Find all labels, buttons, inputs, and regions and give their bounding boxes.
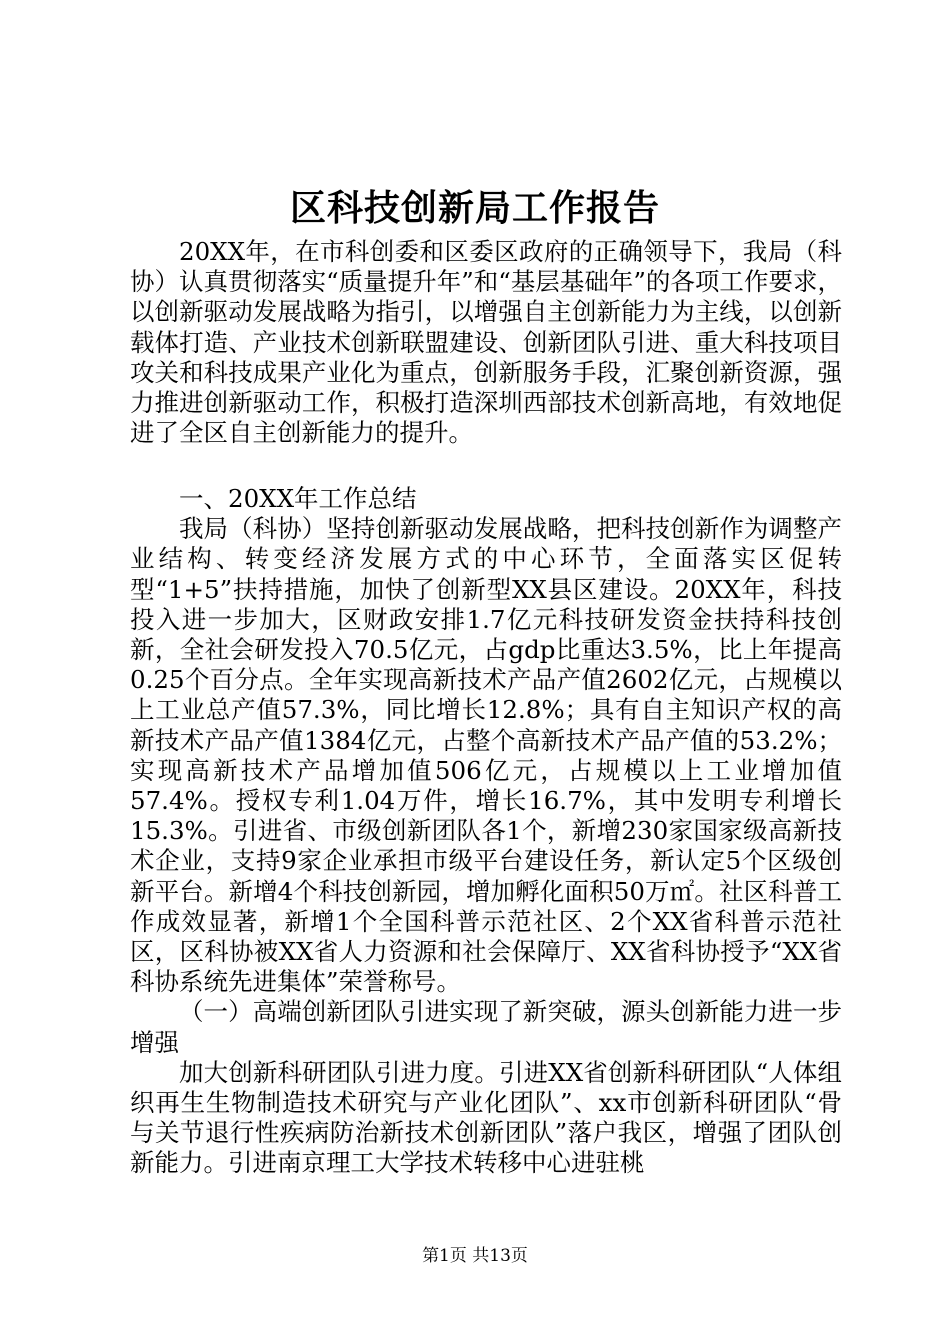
- page-footer: 第1页 共13页: [422, 1246, 528, 1266]
- section-paragraph: 我局（科协）坚持创新驱动发展战略，把科技创新作为调整产业结构、转变经济发展方式的中心环节，全面落实区促转型“1+5”扶持措施，加快了创新型XX县区建设。20XX年，科技投入进一步加大，区财政安排1.7亿元科技研发资金扶持科技创新，全社会研发投入70.5亿元，占gdp比重达3.5%，比上年提高0.25个百分点。全年实现高新技术产品产值2602亿元，占规模以上工业总产值57.3%，同比增长12.8%；具有自主知识产权的高新技术产品产值1384亿元，占整个高新技术产品产值的53.2%；实现高新技术产品增加值506亿元，占规模以上工业增加值57.4%。授权专利1.04万件，增长16.7%，其中发明专利增长15.3%。引进省、市级创新团队各1个，新增230家国家级高新技术企业，支持9家企业承担市级平台建设任务，新认定5个区级创新平台。新增4个科技创新园，增加孵化面积50万㎡。社区科普工作成效显著，新增1个全国科普示范社区、2个XX省科普示范社区，区科协被XX省人力资源和社会保障厅、XX省科协授予“XX省科协系统先进集体”荣誉称号。: [130, 514, 842, 997]
- subsection-heading: （一）高端创新团队引进实现了新突破，源头创新能力进一步增强: [130, 997, 842, 1057]
- intro-paragraph: 20XX年，在市科创委和区委区政府的正确领导下，我局（科协）认真贯彻落实“质量提升年”和“基层基础年”的各项工作要求，以创新驱动发展战略为指引，以增强自主创新能力为主线，以创新载体打造、产业技术创新联盟建设、创新团队引进、重大科技项目攻关和科技成果产业化为重点，创新服务手段，汇聚创新资源，强力推进创新驱动工作，积极打造深圳西部技术创新高地，有效地促进了全区自主创新能力的提升。: [130, 237, 842, 448]
- intro-block: [130, 237, 842, 448]
- subsection-paragraph: 加大创新科研团队引进力度。引进XX省创新科研团队“人体组织再生生物制造技术研究与产业化团队”、xx市创新科研团队“骨与关节退行性疾病防治新技术创新团队”落户我区，增强了团队创新能力。引进南京理工大学技术转移中心进驻桃: [130, 1057, 842, 1178]
- document-title: 区科技创新局工作报告: [289, 187, 660, 229]
- section-heading: 一、20XX年工作总结: [179, 484, 417, 513]
- main-block: [130, 484, 842, 1179]
